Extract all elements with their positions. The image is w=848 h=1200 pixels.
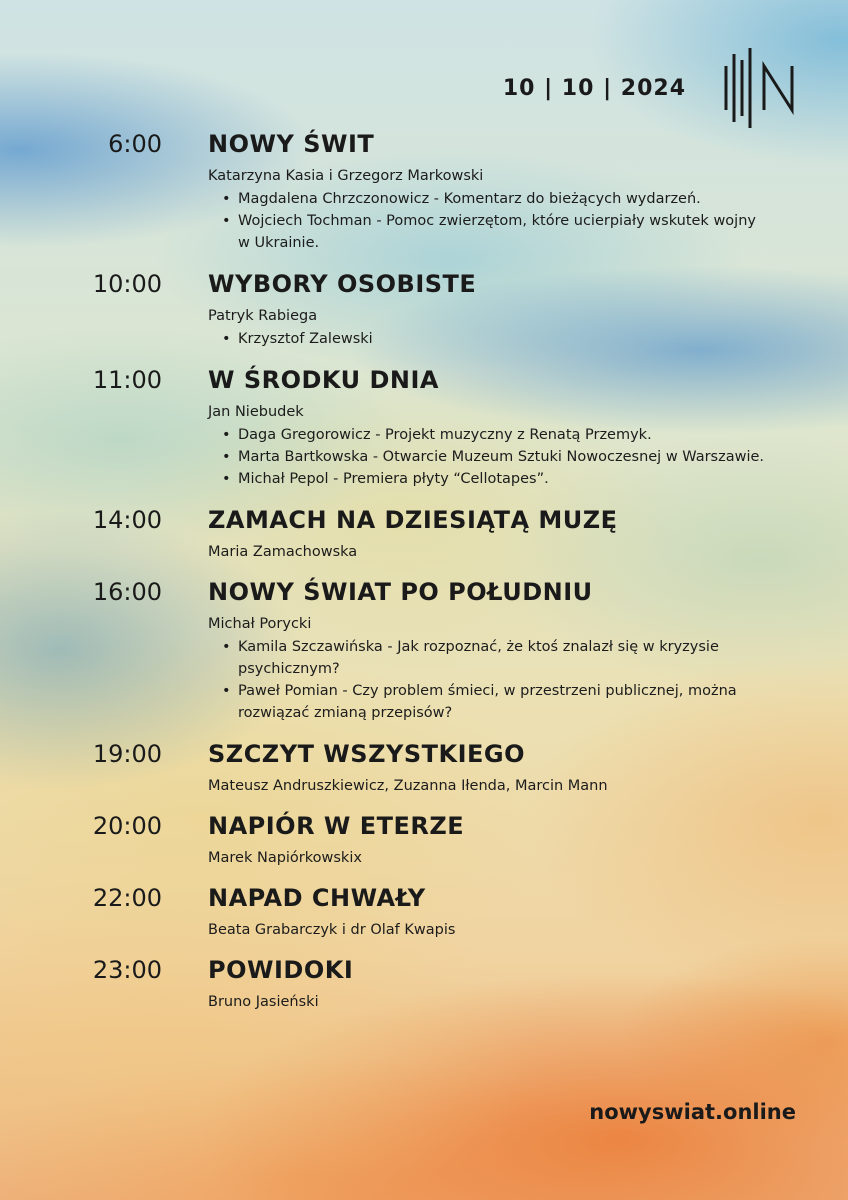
slot-content [208, 364, 768, 490]
slot-content [208, 954, 768, 1012]
program-host: Jan Niebudek [208, 404, 304, 420]
guest-item: • Daga Gregorowicz - Projekt muzyczny z Renatą Przemyk. [238, 424, 768, 446]
program-host: Michał Porycki [208, 616, 312, 632]
slot-time: 10:00 [92, 270, 162, 298]
program-host: Beata Grabarczyk i dr Olaf Kwapis [208, 922, 456, 938]
broadcast-date: 10 | 10 | 2024 [502, 75, 686, 101]
schedule-slot [0, 364, 848, 490]
slot-time: 11:00 [92, 366, 162, 394]
guest-item: • Kamila Szczawińska - Jak rozpoznać, że ktoś znalazł się w kryzysie psychicznym? [238, 636, 768, 680]
slot-content [208, 504, 768, 562]
guest-list [208, 636, 768, 724]
schedule-slot [0, 128, 848, 254]
nowy-swiat-logo-icon [724, 48, 796, 128]
guest-item: • Marta Bartkowska - Otwarcie Muzeum Sztuki Nowoczesnej w Warszawie. [238, 446, 768, 468]
program-host: Katarzyna Kasia i Grzegorz Markowski [208, 168, 484, 184]
program-host: Maria Zamachowska [208, 544, 358, 560]
schedule-slot [0, 504, 848, 562]
header [503, 48, 796, 128]
guest-list [208, 424, 768, 490]
guest-item: • Michał Pepol - Premiera płyty “Cellotapes”. [238, 468, 768, 490]
slot-content [208, 882, 768, 940]
schedule-slot [0, 268, 848, 350]
schedule-slot [0, 954, 848, 1012]
slot-content [208, 268, 768, 350]
program-title: NAPIÓR W ETERZE [208, 812, 465, 840]
slot-time: 23:00 [92, 956, 162, 984]
program-title: NOWY ŚWIT [208, 130, 375, 158]
slot-time: 14:00 [92, 506, 162, 534]
guest-item: • Magdalena Chrzczonowicz - Komentarz do bieżących wydarzeń. [238, 188, 768, 210]
program-host: Bruno Jasieński [208, 994, 319, 1010]
program-title: WYBORY OSOBISTE [208, 270, 477, 298]
slot-time: 19:00 [92, 740, 162, 768]
program-title: SZCZYT WSZYSTKIEGO [208, 740, 526, 768]
slot-content [208, 810, 768, 868]
program-title: NOWY ŚWIAT PO POŁUDNIU [208, 578, 593, 606]
program-title: ZAMACH NA DZIESIĄTĄ MUZĘ [208, 506, 618, 534]
schedule-slot [0, 576, 848, 724]
program-title: W ŚRODKU DNIA [208, 366, 439, 394]
guest-item: • Paweł Pomian - Czy problem śmieci, w przestrzeni publicznej, można rozwiązać zmianą przepisów? [238, 680, 768, 724]
guest-item: • Wojciech Tochman - Pomoc zwierzętom, które ucierpiały wskutek wojny w Ukrainie. [238, 210, 768, 254]
slot-content [208, 738, 768, 796]
slot-content [208, 576, 768, 724]
slot-content [208, 128, 768, 254]
schedule-slot [0, 882, 848, 940]
program-title: NAPAD CHWAŁY [208, 884, 426, 912]
slot-time: 6:00 [108, 130, 162, 158]
program-host: Patryk Rabiega [208, 308, 318, 324]
program-host: Mateusz Andruszkiewicz, Zuzanna Iłenda, Marcin Mann [208, 778, 608, 794]
slot-time: 22:00 [92, 884, 162, 912]
slot-time: 16:00 [92, 578, 162, 606]
guest-list [208, 188, 768, 254]
schedule-list [0, 128, 848, 1026]
program-title: POWIDOKI [208, 956, 354, 984]
guest-item: • Krzysztof Zalewski [238, 328, 768, 350]
program-host: Marek Napiórkowskix [208, 850, 362, 866]
website-link[interactable]: nowyswiat.online [589, 1100, 796, 1124]
schedule-slot [0, 810, 848, 868]
schedule-slot [0, 738, 848, 796]
guest-list [208, 328, 768, 350]
slot-time: 20:00 [92, 812, 162, 840]
